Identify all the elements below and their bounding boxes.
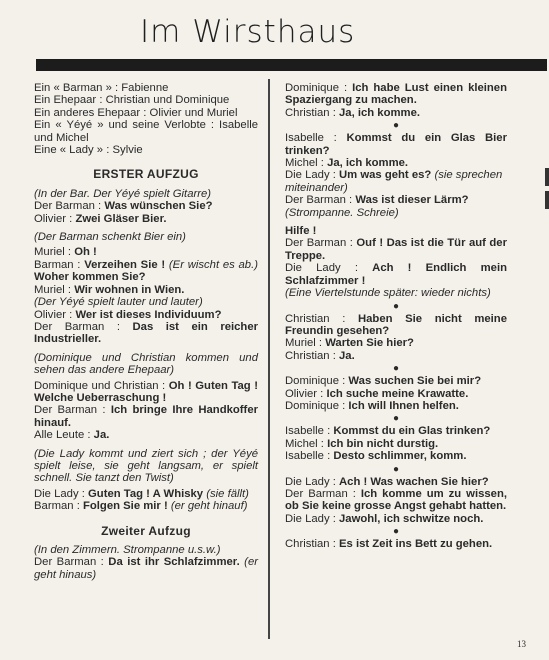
separator-dot: ● bbox=[392, 526, 400, 538]
left-column bbox=[34, 82, 258, 581]
dialogue-line: Olivier : Ich suche meine Krawatte. bbox=[285, 387, 469, 400]
dialogue-line: Olivier : Zwei Gläser Bier. bbox=[34, 212, 167, 225]
dialogue-line: Muriel : Warten Sie hier? bbox=[285, 337, 414, 350]
separator-dot: ● bbox=[392, 300, 400, 312]
stage-direction: (Strompanne. Schreie) bbox=[285, 206, 399, 219]
separator-dot: ● bbox=[392, 363, 400, 375]
dialogue-line: Christian : Es ist Zeit ins Bett zu gehen. bbox=[285, 538, 493, 551]
page-number: 13 bbox=[517, 639, 526, 649]
separator-dot: ● bbox=[392, 413, 400, 425]
stage-direction: (Eine Viertelstunde später: wieder nichts) bbox=[285, 287, 491, 300]
cast-line: Eine « Lady » : Sylvie bbox=[34, 144, 143, 157]
stage-direction: (In der Bar. Der Yéyé spielt Gitarre) bbox=[34, 187, 212, 200]
dialogue-line: Die Lady : Um was geht es? (sie sprechen miteinander) bbox=[285, 169, 503, 194]
stage-direction: (Dominique und Christian kommen und sehen das andere Ehepaar) bbox=[34, 351, 258, 377]
dialogue-line: Der Barman : Da ist ihr Schlafzimmer. (er geht hinaus) bbox=[34, 556, 258, 581]
dialogue-line: Isabelle : Kommst du ein Glas trinken? bbox=[285, 425, 491, 438]
title-bar bbox=[36, 59, 547, 71]
dialogue-line: Der Barman : Was ist dieser Lärm? bbox=[285, 194, 469, 207]
page-title: Im Wirsthaus bbox=[140, 14, 356, 50]
stage-direction: (Der Barman schenkt Bier ein) bbox=[34, 231, 186, 244]
dialogue-line: Der Barman : Ich komme um zu wissen, ob Sie keine grosse Angst gehabt hatten. bbox=[285, 487, 507, 513]
cast-line: Ein « Yéyé » und seine Verlobte : Isabelle und Michel bbox=[34, 119, 258, 144]
dialogue-line: Alle Leute : Ja. bbox=[34, 429, 110, 442]
dialogue-line: Olivier : Wer ist dieses Individuum? bbox=[34, 308, 222, 321]
dialogue-line: Der Barman : Ouf ! Das ist die Tür auf der Treppe. bbox=[285, 237, 507, 262]
dialogue-line: Der Barman : Ich bringe Ihre Handkoffer hinauf. bbox=[34, 404, 258, 429]
dialogue-line: Die Lady : Ach ! Endlich mein Schlafzimmer ! bbox=[285, 262, 507, 287]
cast-line: Ein Ehepaar : Christian und Dominique bbox=[34, 94, 230, 107]
separator-dot: ● bbox=[392, 463, 400, 475]
dialogue-line: Christian : Haben Sie nicht meine Freundin gesehen? bbox=[285, 312, 507, 337]
edge-mark bbox=[545, 168, 549, 186]
dialogue-line: Isabelle : Desto schlimmer, komm. bbox=[285, 450, 467, 463]
dialogue-line: Muriel : Oh ! bbox=[34, 246, 97, 259]
dialogue-line: Hilfe ! bbox=[285, 225, 317, 238]
dialogue-line: Barman : Folgen Sie mir ! (er geht hinauf) bbox=[34, 500, 248, 513]
cast-line: Ein « Barman » : Fabienne bbox=[34, 82, 169, 94]
dialogue-line: Dominique : Ich will Ihnen helfen. bbox=[285, 399, 459, 412]
cast-line: Ein anderes Ehepaar : Olivier und Muriel bbox=[34, 106, 238, 119]
dialogue-line: Barman : Verzeihen Sie ! (Er wischt es ab.) Woher kommen Sie? bbox=[34, 258, 258, 284]
dialogue-line: Dominique : Ich habe Lust einen kleinen Spaziergang zu machen. bbox=[285, 82, 507, 107]
dialogue-line: Christian : Ja, ich komme. bbox=[285, 106, 420, 119]
right-column bbox=[285, 82, 507, 551]
dialogue-line: Dominique und Christian : Oh ! Guten Tag ! Welche Ueberraschung ! bbox=[34, 379, 258, 404]
dialogue-line: Der Barman : Was wünschen Sie? bbox=[34, 200, 213, 213]
act2-heading: Zweiter Aufzug bbox=[101, 523, 191, 538]
dialogue-line: Die Lady : Jawohl, ich schwitze noch. bbox=[285, 512, 484, 525]
dialogue-line: Dominique : Was suchen Sie bei mir? bbox=[285, 375, 482, 388]
edge-mark bbox=[545, 191, 549, 209]
dialogue-line: Muriel : Wir wohnen in Wien. bbox=[34, 283, 185, 296]
column-divider bbox=[268, 79, 270, 639]
separator-dot: ● bbox=[392, 120, 400, 132]
dialogue-line: Der Barman : Das ist ein reicher Industrieller. bbox=[34, 320, 258, 346]
dialogue-line: Michel : Ich bin nicht durstig. bbox=[285, 437, 439, 450]
dialogue-line: Die Lady : Guten Tag ! A Whisky (sie fällt) bbox=[34, 487, 249, 500]
dialogue-line: Michel : Ja, ich komme. bbox=[285, 157, 409, 170]
stage-direction: (In den Zimmern. Strompanne u.s.w.) bbox=[34, 544, 221, 556]
stage-direction: (Die Lady kommt und ziert sich ; der Yéyé spielt leise, sie geht langsam, er spielt schnell. Sie tanzt den Twist) bbox=[34, 447, 258, 485]
dialogue-line: Christian : Ja. bbox=[285, 349, 355, 362]
dialogue-line: Die Lady : Ach ! Was wachen Sie hier? bbox=[285, 475, 489, 488]
dialogue-line: Isabelle : Kommst du ein Glas Bier trinken? bbox=[285, 132, 507, 157]
stage-direction: (Der Yéyé spielt lauter und lauter) bbox=[34, 296, 203, 309]
act1-heading: ERSTER AUFZUG bbox=[93, 167, 199, 182]
